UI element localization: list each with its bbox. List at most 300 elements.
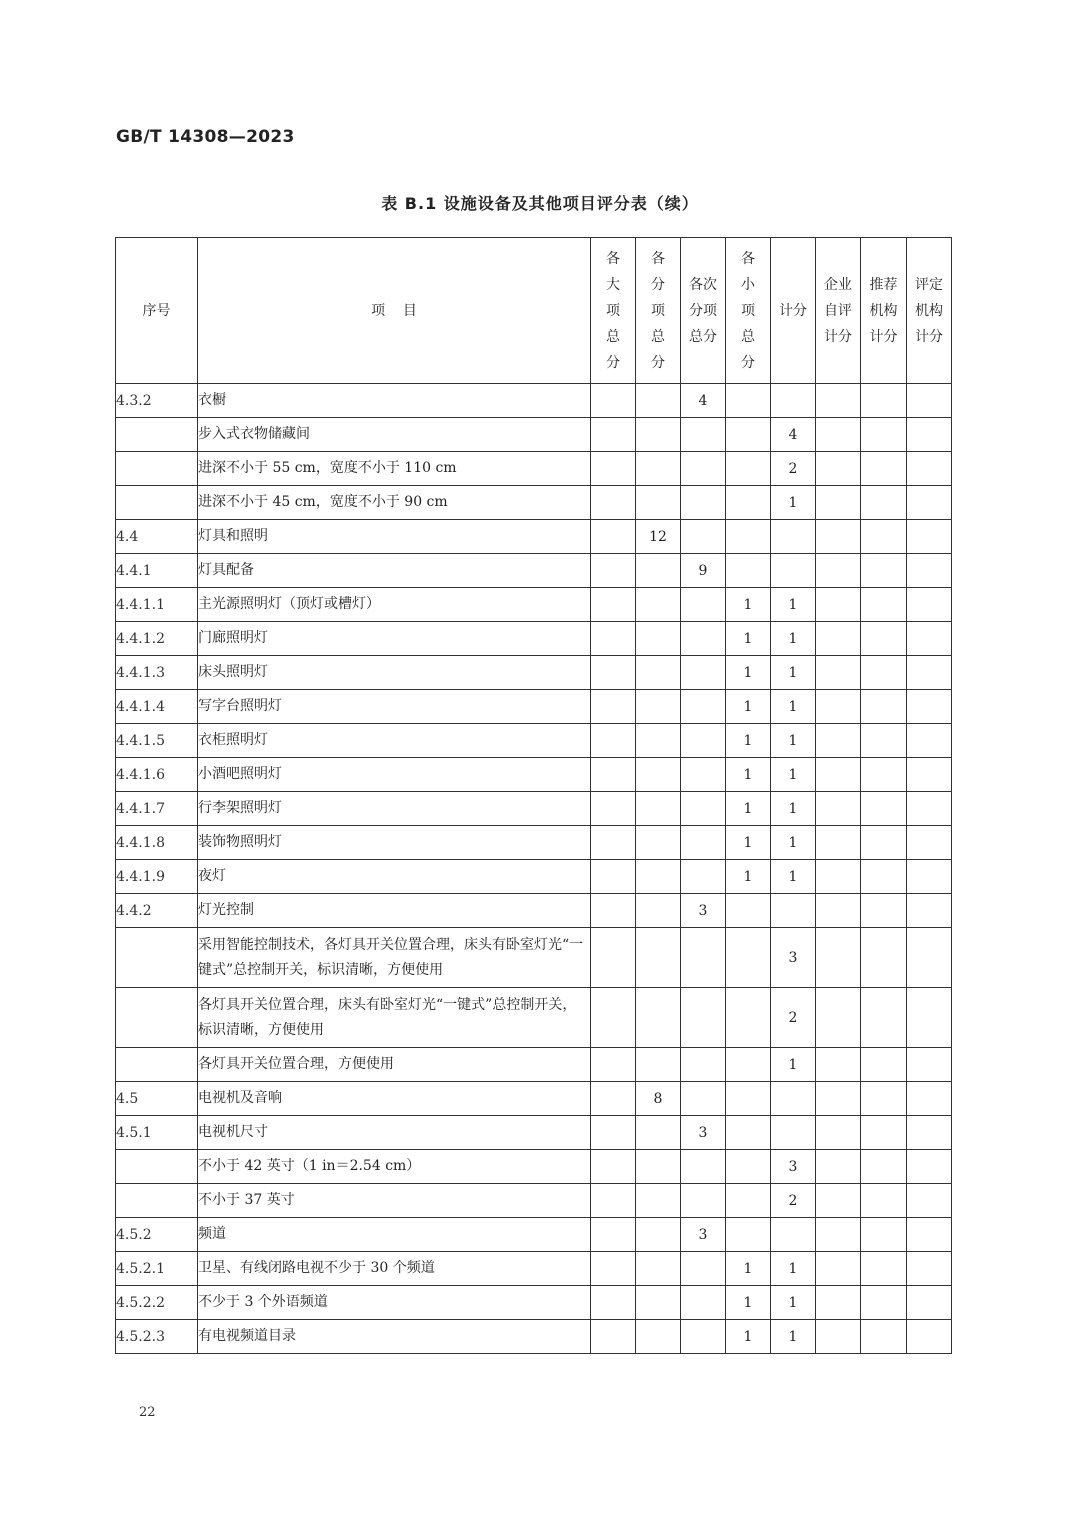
table-row [116, 1048, 952, 1082]
row-minor-total [726, 1184, 771, 1218]
row-score: 1 [771, 1320, 816, 1354]
table-row [116, 690, 952, 724]
row-sub-total [636, 1286, 681, 1320]
header-sub-total [636, 238, 681, 384]
row-minor-total [726, 1082, 771, 1116]
row-recommend [861, 520, 907, 554]
row-recommend [861, 1218, 907, 1252]
header-char: 自评 [824, 302, 852, 319]
row-assess [907, 826, 952, 860]
header-self-eval [816, 238, 861, 384]
row-sub-total [636, 1116, 681, 1150]
row-number: 4.4.1.6 [116, 758, 198, 792]
row-recommend [861, 418, 907, 452]
row-number [116, 452, 198, 486]
row-number: 4.4.1.9 [116, 860, 198, 894]
row-minor-total [726, 894, 771, 928]
row-item: 各灯具开关位置合理，床头有卧室灯光“一键式”总控制开关，标识清晰，方便使用 [198, 988, 591, 1048]
row-recommend [861, 452, 907, 486]
row-major-total [591, 554, 636, 588]
row-item: 频道 [198, 1218, 591, 1252]
row-self-eval [816, 418, 861, 452]
header-char: 项 [606, 302, 620, 319]
row-secondary-total: 4 [681, 384, 726, 418]
row-secondary-total [681, 988, 726, 1048]
row-secondary-total [681, 486, 726, 520]
row-number: 4.4.1.7 [116, 792, 198, 826]
row-major-total [591, 826, 636, 860]
header-char: 分 [651, 354, 665, 371]
table-title: 表 B.1 设施设备及其他项目评分表（续） [381, 194, 699, 213]
row-major-total [591, 418, 636, 452]
row-score [771, 894, 816, 928]
row-major-total [591, 1048, 636, 1082]
row-assess [907, 452, 952, 486]
header-char: 分 [606, 354, 620, 371]
row-secondary-total [681, 520, 726, 554]
row-minor-total: 1 [726, 1320, 771, 1354]
row-sub-total [636, 656, 681, 690]
header-char: 项 [651, 302, 665, 319]
row-self-eval [816, 520, 861, 554]
row-item: 卫星、有线闭路电视不少于 30 个频道 [198, 1252, 591, 1286]
row-recommend [861, 758, 907, 792]
header-char: 计分 [869, 328, 898, 345]
row-self-eval [816, 1184, 861, 1218]
row-major-total [591, 860, 636, 894]
header-item: 项 目 [198, 238, 591, 384]
row-minor-total: 1 [726, 826, 771, 860]
row-secondary-total [681, 1048, 726, 1082]
row-item: 灯光控制 [198, 894, 591, 928]
table-body [116, 384, 952, 1354]
row-self-eval [816, 758, 861, 792]
row-minor-total: 1 [726, 690, 771, 724]
row-secondary-total [681, 758, 726, 792]
row-score: 1 [771, 860, 816, 894]
row-number: 4.4.1.8 [116, 826, 198, 860]
header-char: 总 [651, 328, 665, 345]
row-self-eval [816, 1048, 861, 1082]
row-secondary-total: 3 [681, 1218, 726, 1252]
row-sub-total [636, 928, 681, 988]
row-recommend [861, 988, 907, 1048]
row-self-eval [816, 1320, 861, 1354]
header-char: 总分 [689, 328, 717, 345]
row-number: 4.5.1 [116, 1116, 198, 1150]
row-assess [907, 860, 952, 894]
row-recommend [861, 486, 907, 520]
table-row [116, 724, 952, 758]
row-secondary-total [681, 452, 726, 486]
table-row [116, 622, 952, 656]
row-score [771, 384, 816, 418]
row-item: 灯具和照明 [198, 520, 591, 554]
header-char: 各次 [689, 276, 717, 293]
row-score [771, 1218, 816, 1252]
row-score: 3 [771, 928, 816, 988]
row-assess [907, 1320, 952, 1354]
row-secondary-total: 3 [681, 894, 726, 928]
row-minor-total [726, 928, 771, 988]
row-score: 3 [771, 1150, 816, 1184]
row-major-total [591, 1082, 636, 1116]
header-major-total [591, 238, 636, 384]
table-row [116, 1320, 952, 1354]
row-number: 4.3.2 [116, 384, 198, 418]
row-item: 不少于 3 个外语频道 [198, 1286, 591, 1320]
row-major-total [591, 988, 636, 1048]
row-number: 4.5.2 [116, 1218, 198, 1252]
row-recommend [861, 554, 907, 588]
row-number [116, 418, 198, 452]
row-minor-total [726, 1150, 771, 1184]
header-char: 机构 [869, 302, 898, 319]
row-self-eval [816, 1286, 861, 1320]
row-assess [907, 622, 952, 656]
table-row [116, 486, 952, 520]
row-minor-total [726, 554, 771, 588]
row-self-eval [816, 1218, 861, 1252]
row-secondary-total [681, 1150, 726, 1184]
row-minor-total: 1 [726, 724, 771, 758]
table-row [116, 384, 952, 418]
row-sub-total [636, 792, 681, 826]
row-minor-total: 1 [726, 1252, 771, 1286]
table-row [116, 1184, 952, 1218]
row-major-total [591, 928, 636, 988]
row-secondary-total: 3 [681, 1116, 726, 1150]
row-major-total [591, 1252, 636, 1286]
row-recommend [861, 860, 907, 894]
row-item: 衣柜照明灯 [198, 724, 591, 758]
row-assess [907, 1048, 952, 1082]
row-major-total [591, 656, 636, 690]
row-assess [907, 690, 952, 724]
row-recommend [861, 622, 907, 656]
header-char: 小 [741, 276, 755, 293]
row-sub-total [636, 452, 681, 486]
row-number: 4.4.2 [116, 894, 198, 928]
header-char: 项 [741, 302, 755, 319]
row-minor-total: 1 [726, 656, 771, 690]
header-char: 分 [741, 354, 755, 371]
row-sub-total [636, 588, 681, 622]
row-assess [907, 1218, 952, 1252]
table-row [116, 452, 952, 486]
row-score: 1 [771, 724, 816, 758]
row-number: 4.4.1.3 [116, 656, 198, 690]
header-char: 大 [606, 276, 620, 293]
row-minor-total: 1 [726, 758, 771, 792]
row-number [116, 486, 198, 520]
row-number: 4.4.1.5 [116, 724, 198, 758]
row-item: 门廊照明灯 [198, 622, 591, 656]
row-number [116, 928, 198, 988]
row-minor-total [726, 486, 771, 520]
row-self-eval [816, 622, 861, 656]
row-item: 采用智能控制技术，各灯具开关位置合理，床头有卧室灯光“一键式”总控制开关，标识清晰，方便使用 [198, 928, 591, 988]
header-char: 总 [606, 328, 620, 345]
row-item: 进深不小于 45 cm，宽度不小于 90 cm [198, 486, 591, 520]
header-seq: 序号 [116, 238, 198, 384]
row-self-eval [816, 1082, 861, 1116]
row-score: 1 [771, 826, 816, 860]
row-secondary-total [681, 724, 726, 758]
row-secondary-total [681, 792, 726, 826]
row-major-total [591, 690, 636, 724]
row-sub-total [636, 1218, 681, 1252]
row-assess [907, 1150, 952, 1184]
row-item: 有电视频道目录 [198, 1320, 591, 1354]
header-char: 推荐 [869, 276, 898, 293]
row-assess [907, 1116, 952, 1150]
row-secondary-total [681, 1082, 726, 1116]
row-assess [907, 520, 952, 554]
row-sub-total [636, 554, 681, 588]
row-major-total [591, 486, 636, 520]
row-secondary-total [681, 928, 726, 988]
row-item: 写字台照明灯 [198, 690, 591, 724]
row-sub-total [636, 758, 681, 792]
row-recommend [861, 724, 907, 758]
row-number: 4.4 [116, 520, 198, 554]
row-major-total [591, 384, 636, 418]
row-recommend [861, 792, 907, 826]
row-self-eval [816, 826, 861, 860]
table-row [116, 988, 952, 1048]
table-row [116, 826, 952, 860]
row-minor-total [726, 1218, 771, 1252]
row-number: 4.4.1.1 [116, 588, 198, 622]
row-score: 1 [771, 622, 816, 656]
row-sub-total [636, 1184, 681, 1218]
row-score [771, 1116, 816, 1150]
row-minor-total [726, 1048, 771, 1082]
row-number: 4.4.1.4 [116, 690, 198, 724]
row-assess [907, 588, 952, 622]
row-assess [907, 656, 952, 690]
row-recommend [861, 1048, 907, 1082]
row-sub-total: 12 [636, 520, 681, 554]
row-major-total [591, 1150, 636, 1184]
row-sub-total [636, 1048, 681, 1082]
header-char: 各 [651, 250, 665, 267]
row-self-eval [816, 690, 861, 724]
table-header-row [116, 238, 952, 384]
row-assess [907, 724, 952, 758]
row-assess [907, 1082, 952, 1116]
table-row [116, 860, 952, 894]
row-number [116, 1048, 198, 1082]
header-char: 各 [606, 250, 620, 267]
row-minor-total [726, 418, 771, 452]
row-score: 1 [771, 588, 816, 622]
row-major-total [591, 724, 636, 758]
table-row [116, 418, 952, 452]
row-item: 衣橱 [198, 384, 591, 418]
row-major-total [591, 894, 636, 928]
row-recommend [861, 1320, 907, 1354]
row-major-total [591, 1320, 636, 1354]
row-major-total [591, 792, 636, 826]
row-number [116, 1150, 198, 1184]
page-number: 22 [139, 1405, 156, 1420]
row-major-total [591, 452, 636, 486]
row-secondary-total [681, 622, 726, 656]
row-minor-total: 1 [726, 860, 771, 894]
row-score: 1 [771, 792, 816, 826]
row-major-total [591, 1286, 636, 1320]
row-minor-total: 1 [726, 588, 771, 622]
row-major-total [591, 1116, 636, 1150]
row-score [771, 554, 816, 588]
row-assess [907, 418, 952, 452]
row-sub-total [636, 1252, 681, 1286]
standard-code: GB/T 14308—2023 [116, 127, 295, 147]
header-char: 机构 [915, 302, 943, 319]
row-secondary-total [681, 1184, 726, 1218]
row-item: 步入式衣物储藏间 [198, 418, 591, 452]
row-self-eval [816, 792, 861, 826]
row-self-eval [816, 588, 861, 622]
row-item: 床头照明灯 [198, 656, 591, 690]
table-row [116, 758, 952, 792]
row-secondary-total: 9 [681, 554, 726, 588]
row-secondary-total [681, 656, 726, 690]
header-assess [907, 238, 952, 384]
row-major-total [591, 1184, 636, 1218]
row-minor-total: 1 [726, 622, 771, 656]
row-self-eval [816, 860, 861, 894]
table-row [116, 1116, 952, 1150]
row-number: 4.5.2.3 [116, 1320, 198, 1354]
header-char: 评定 [915, 276, 943, 293]
table-row [116, 1218, 952, 1252]
row-major-total [591, 588, 636, 622]
table-row [116, 554, 952, 588]
row-assess [907, 894, 952, 928]
row-recommend [861, 1150, 907, 1184]
row-item: 电视机尺寸 [198, 1116, 591, 1150]
row-recommend [861, 894, 907, 928]
table-row [116, 894, 952, 928]
row-self-eval [816, 486, 861, 520]
row-minor-total: 1 [726, 1286, 771, 1320]
row-item: 进深不小于 55 cm，宽度不小于 110 cm [198, 452, 591, 486]
row-self-eval [816, 1252, 861, 1286]
row-self-eval [816, 724, 861, 758]
row-recommend [861, 1082, 907, 1116]
header-char: 计分 [824, 328, 852, 345]
row-assess [907, 1252, 952, 1286]
row-recommend [861, 1184, 907, 1218]
row-self-eval [816, 452, 861, 486]
row-score [771, 520, 816, 554]
row-score: 1 [771, 758, 816, 792]
scoring-table [115, 237, 952, 1354]
row-self-eval [816, 928, 861, 988]
row-sub-total: 8 [636, 1082, 681, 1116]
row-sub-total [636, 894, 681, 928]
row-sub-total [636, 690, 681, 724]
row-secondary-total [681, 418, 726, 452]
row-number: 4.5.2.1 [116, 1252, 198, 1286]
row-score: 1 [771, 656, 816, 690]
table-row [116, 1286, 952, 1320]
row-recommend [861, 928, 907, 988]
row-item: 不小于 37 英寸 [198, 1184, 591, 1218]
row-sub-total [636, 724, 681, 758]
header-secondary-total [681, 238, 726, 384]
header-score: 计分 [771, 238, 816, 384]
row-secondary-total [681, 1320, 726, 1354]
header-char: 企业 [824, 276, 852, 293]
row-minor-total [726, 1116, 771, 1150]
row-score: 1 [771, 1286, 816, 1320]
row-score: 1 [771, 486, 816, 520]
table-row [116, 656, 952, 690]
header-minor-total [726, 238, 771, 384]
row-minor-total [726, 452, 771, 486]
row-item: 主光源照明灯（顶灯或槽灯） [198, 588, 591, 622]
row-assess [907, 1286, 952, 1320]
row-recommend [861, 1116, 907, 1150]
row-score: 4 [771, 418, 816, 452]
row-score: 2 [771, 452, 816, 486]
row-score: 2 [771, 988, 816, 1048]
table-row [116, 588, 952, 622]
row-major-total [591, 758, 636, 792]
row-item: 夜灯 [198, 860, 591, 894]
row-self-eval [816, 894, 861, 928]
header-char: 分项 [689, 302, 717, 319]
row-self-eval [816, 1116, 861, 1150]
row-number [116, 988, 198, 1048]
row-item: 行李架照明灯 [198, 792, 591, 826]
row-recommend [861, 1252, 907, 1286]
row-assess [907, 988, 952, 1048]
row-self-eval [816, 384, 861, 418]
row-sub-total [636, 1150, 681, 1184]
header-char: 总 [741, 328, 755, 345]
row-sub-total [636, 384, 681, 418]
row-secondary-total [681, 1252, 726, 1286]
table-row [116, 1150, 952, 1184]
row-self-eval [816, 988, 861, 1048]
table-row [116, 792, 952, 826]
row-assess [907, 486, 952, 520]
table-row [116, 520, 952, 554]
row-self-eval [816, 1150, 861, 1184]
row-assess [907, 792, 952, 826]
row-assess [907, 1184, 952, 1218]
row-assess [907, 758, 952, 792]
row-number: 4.5 [116, 1082, 198, 1116]
row-sub-total [636, 988, 681, 1048]
row-major-total [591, 622, 636, 656]
row-recommend [861, 384, 907, 418]
row-minor-total [726, 988, 771, 1048]
row-score: 1 [771, 1048, 816, 1082]
row-item: 小酒吧照明灯 [198, 758, 591, 792]
row-number [116, 1184, 198, 1218]
header-char: 计分 [915, 328, 943, 345]
row-item: 灯具配备 [198, 554, 591, 588]
row-item: 不小于 42 英寸（1 in＝2.54 cm） [198, 1150, 591, 1184]
row-number: 4.5.2.2 [116, 1286, 198, 1320]
header-recommend [861, 238, 907, 384]
